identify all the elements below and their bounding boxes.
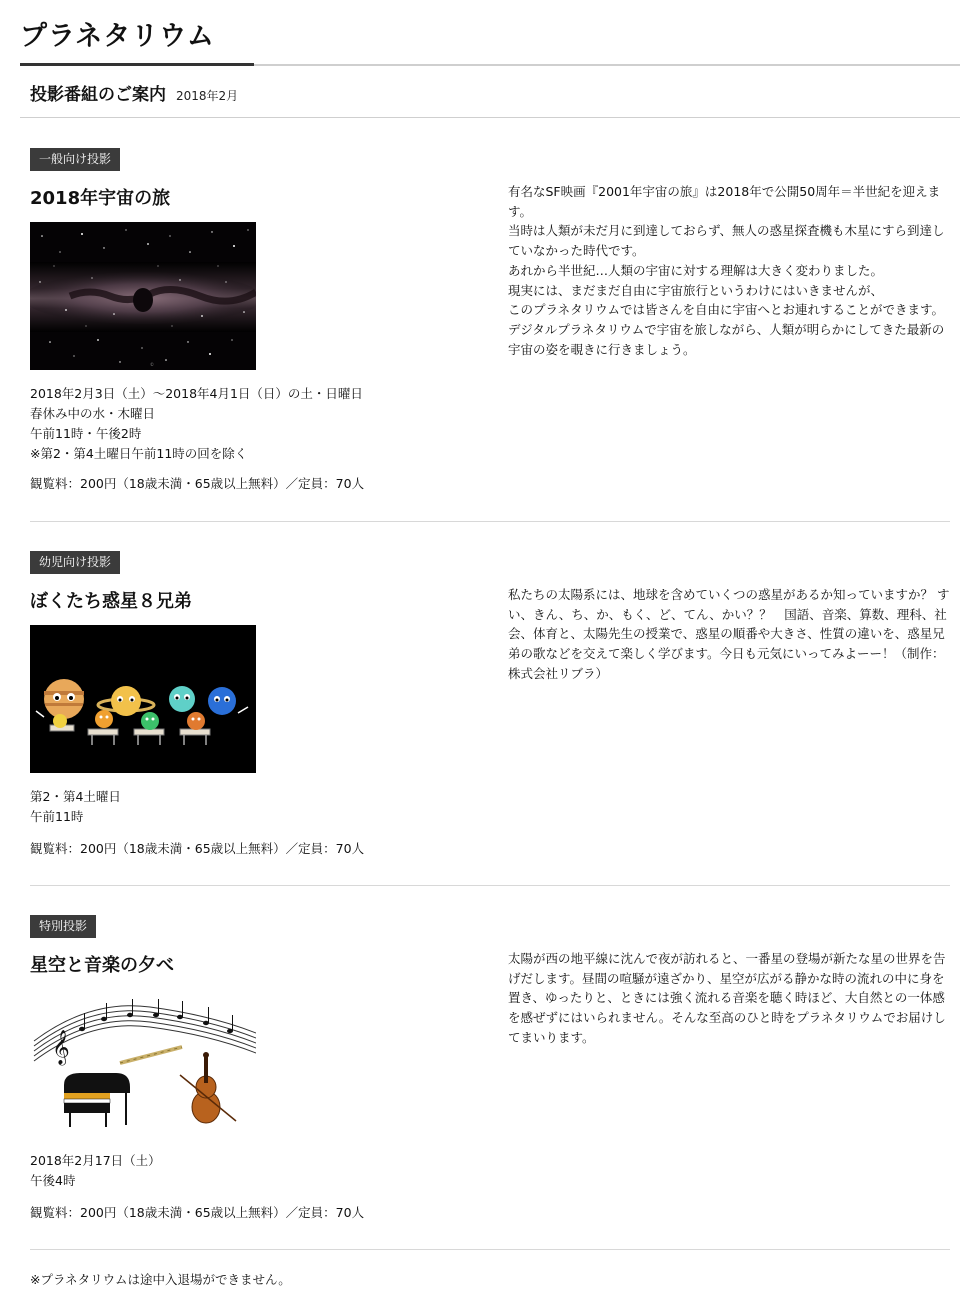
program-category-badge: 一般向け投影: [30, 148, 120, 171]
schedule-line: 午後4時: [30, 1173, 76, 1188]
milky-way-photo: [30, 222, 256, 370]
description-line: このプラネタリウムでは皆さんを自由に宇宙へとお連れすることができます。: [508, 302, 945, 318]
subheader-title: 投影番組のご案内: [30, 85, 166, 105]
title-divider-accent: [20, 63, 254, 66]
description-line: 私たちの太陽系には、地球を含めていくつの惑星があるか知っていますか？ すい、きん、ち、か、もく、ど、てん、かい？？ 国語、音楽、算数、理科、社会、体育と、太陽先生の授業で、惑星の順番や大きさ、性質の違いを、惑星兄弟の歌などを交えて楽しく学びます。今日も元気にいってみよーー！（制作：株式会社リブラ）: [508, 587, 950, 681]
schedule-line: 2018年2月17日（土）: [30, 1153, 161, 1168]
planet-characters-illustration: [30, 625, 256, 773]
program-title: ぼくたち惑星８兄弟: [30, 591, 192, 612]
svg-text:𝄞: 𝄞: [52, 1030, 70, 1065]
program-description: [508, 585, 950, 684]
music-instruments-illustration: [30, 989, 256, 1137]
schedule-line: 午前11時・午後2時: [30, 426, 142, 441]
program-schedule: [30, 384, 363, 464]
description-line: あれから半世紀…人類の宇宙に対する理解は大きく変わりました。: [508, 262, 884, 278]
program-fee: 観覧料：200円（18歳未満・65歳以上無料）／定員：70人: [30, 841, 365, 856]
schedule-line: 春休み中の水・木曜日: [30, 406, 156, 421]
program-category-badge: 幼児向け投影: [30, 551, 120, 574]
schedule-line: 午前11時: [30, 809, 84, 824]
svg-text:©: ©: [150, 362, 154, 367]
section-divider: [30, 885, 950, 886]
page-title: プラネタリウム: [20, 21, 215, 52]
schedule-line: 第2・第4土曜日: [30, 789, 121, 804]
program-schedule: [30, 787, 121, 827]
program-title: 2018年宇宙の旅: [30, 188, 171, 209]
subheader-date: 2018年2月: [176, 89, 239, 103]
description-line: 当時は人類が未だ月に到達しておらず、無人の惑星探査機も木星にすら到達していなかった時代です。: [508, 223, 945, 259]
program-category-badge: 特別投影: [30, 915, 96, 938]
description-line: 有名なSF映画『2001年宇宙の旅』は2018年で公開50周年＝半世紀を迎えます。: [508, 184, 941, 219]
description-line: 太陽が西の地平線に沈んで夜が訪れると、一番星の登場が新たな星の世界を告げだします。昼間の喧騒が遠ざかり、星空が広がる静かな時の流れの中に身を置き、ゆったりと、ときには強く流れる音楽を聴く時ほど、大自然との一体感を感ぜずにはいられません。そんな至高のひと時をプラネタリウムでお届けしてまいります。: [508, 951, 946, 1045]
schedule-line: ※第2・第4土曜日午前11時の回を除く: [30, 446, 248, 461]
subheader-divider: [20, 117, 960, 118]
subheader: [30, 80, 238, 105]
program-description: [508, 949, 950, 1048]
program-fee: 観覧料：200円（18歳未満・65歳以上無料）／定員：70人: [30, 1205, 365, 1220]
program-schedule: [30, 1151, 161, 1191]
program-description: [508, 182, 950, 359]
section-divider: [30, 521, 950, 522]
section-divider: [30, 1249, 950, 1250]
description-line: デジタルプラネタリウムで宇宙を旅しながら、人類が明らかにしてきた最新の宇宙の姿を覗きに行きましょう。: [508, 321, 945, 357]
schedule-line: 2018年2月3日（土）～2018年4月1日（日）の土・日曜日: [30, 386, 363, 401]
footer-note: ※プラネタリウムは途中入退場ができません。: [30, 1272, 291, 1287]
program-title: 星空と音楽の夕べ: [30, 955, 174, 976]
program-fee: 観覧料：200円（18歳未満・65歳以上無料）／定員：70人: [30, 476, 365, 491]
description-line: 現実には、まだまだ自由に宇宙旅行というわけにはいきませんが、: [508, 282, 884, 298]
